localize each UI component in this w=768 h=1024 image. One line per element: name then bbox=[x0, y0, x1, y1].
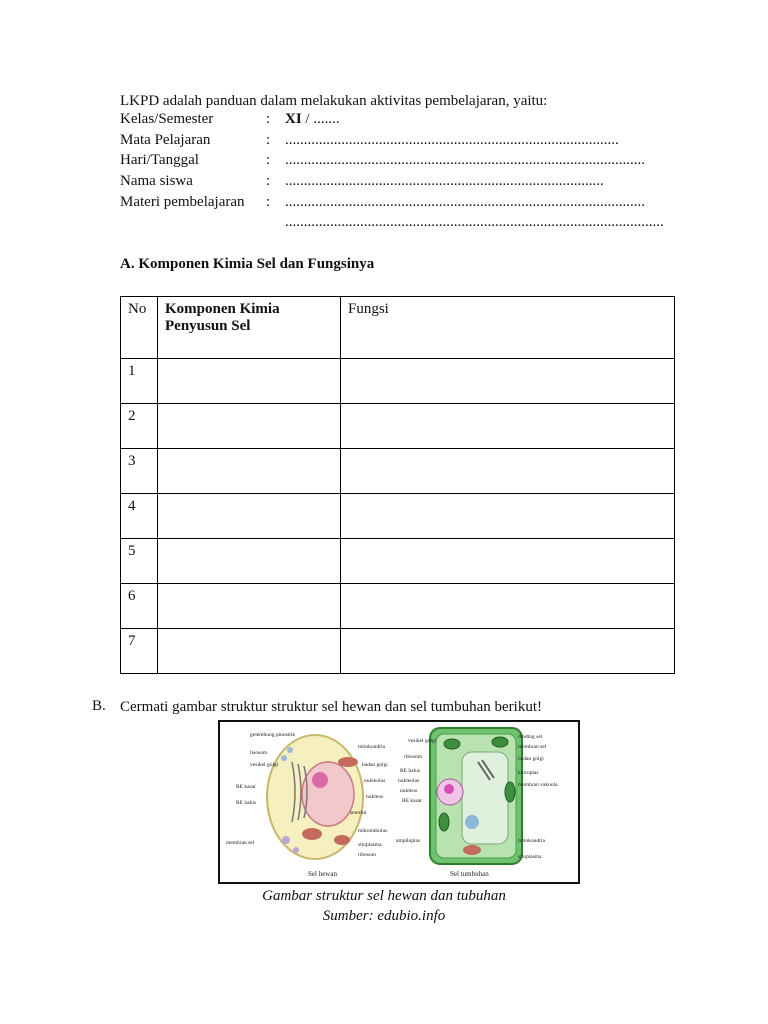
table-row bbox=[121, 584, 675, 629]
animal-label: sitoplasma bbox=[358, 842, 382, 848]
table-row bbox=[121, 539, 675, 584]
fungsi-cell[interactable] bbox=[341, 449, 675, 494]
field-kelas-semester bbox=[0, 111, 768, 131]
cell-structure-figure bbox=[218, 720, 580, 884]
komponen-table bbox=[120, 296, 675, 674]
animal-label: lisosom bbox=[250, 750, 268, 756]
mitochondria-shape bbox=[334, 835, 350, 845]
field-colon: : bbox=[266, 111, 271, 127]
plant-label: nukleus bbox=[400, 788, 418, 794]
nucleus-shape bbox=[302, 762, 354, 826]
fungsi-cell[interactable] bbox=[341, 359, 675, 404]
field-colon: : bbox=[266, 194, 271, 210]
komponen-cell[interactable] bbox=[158, 584, 341, 629]
field-colon: : bbox=[266, 152, 271, 168]
animal-label: badan golgi bbox=[362, 762, 388, 768]
animal-label: RE halus bbox=[236, 800, 257, 806]
field-hari-tanggal bbox=[0, 152, 768, 172]
row-number: 1 bbox=[121, 359, 158, 404]
cell-diagram bbox=[220, 722, 578, 882]
row-number: 7 bbox=[121, 629, 158, 674]
animal-label: vesikel golgi bbox=[250, 762, 279, 768]
header-komponen: Komponen Kimia Penyusun Sel bbox=[158, 297, 341, 359]
field-colon: : bbox=[266, 173, 271, 189]
header-fungsi: Fungsi bbox=[341, 297, 675, 359]
field-value[interactable]: ................................................................................................ bbox=[285, 194, 645, 210]
row-number: 2 bbox=[121, 404, 158, 449]
materi-extra-line[interactable]: ..................................................................................................... bbox=[285, 214, 664, 230]
komponen-cell[interactable] bbox=[158, 539, 341, 584]
section-a-title: A. Komponen Kimia Sel dan Fungsinya bbox=[120, 256, 375, 272]
field-value[interactable]: ................................................................................................ bbox=[285, 152, 645, 168]
plant-label: vesikel golgi bbox=[408, 738, 437, 744]
section-b-letter: B. bbox=[92, 698, 106, 714]
plant-label: RE kasar bbox=[402, 798, 423, 804]
animal-label: nukleolus bbox=[364, 778, 386, 784]
field-nama-siswa bbox=[0, 173, 768, 193]
plant-label: nukleolus bbox=[398, 778, 420, 784]
plant-label: kloroplas bbox=[518, 770, 539, 776]
fungsi-cell[interactable] bbox=[341, 539, 675, 584]
komponen-cell[interactable] bbox=[158, 629, 341, 674]
plant-label: ribosom bbox=[404, 754, 423, 760]
figure-source: Sumber: edubio.info bbox=[322, 908, 446, 924]
animal-cell-title: Sel hewan bbox=[308, 870, 337, 878]
field-label: Nama siswa bbox=[120, 173, 193, 189]
plant-cell-title: Sel tumbuhan bbox=[450, 870, 489, 878]
field-materi bbox=[0, 194, 768, 214]
fungsi-cell[interactable] bbox=[341, 494, 675, 539]
animal-label: sentriol bbox=[350, 810, 367, 816]
class-value: XI bbox=[285, 111, 302, 127]
animal-label: nukleus bbox=[366, 794, 384, 800]
table-row bbox=[121, 629, 675, 674]
row-number: 3 bbox=[121, 449, 158, 494]
plant-cell bbox=[430, 728, 522, 864]
animal-label: RE kasar bbox=[236, 784, 257, 790]
row-number: 4 bbox=[121, 494, 158, 539]
field-mata-pelajaran bbox=[0, 132, 768, 152]
mitochondria-shape bbox=[338, 757, 358, 767]
komponen-cell[interactable] bbox=[158, 449, 341, 494]
section-b-instruction: Cermati gambar struktur struktur sel hewan dan sel tumbuhan berikut! bbox=[120, 699, 542, 715]
animal-label: mitokondria bbox=[358, 744, 385, 750]
plant-label: membran sel bbox=[518, 744, 547, 750]
field-colon: : bbox=[266, 132, 271, 148]
animal-label: mikrotubulus bbox=[358, 828, 388, 834]
plant-label: mitokondria bbox=[518, 838, 545, 844]
fungsi-cell[interactable] bbox=[341, 404, 675, 449]
fungsi-cell[interactable] bbox=[341, 584, 675, 629]
plant-label: RE halus bbox=[400, 768, 421, 774]
komponen-cell[interactable] bbox=[158, 494, 341, 539]
animal-label: gelembung pinositik bbox=[250, 732, 296, 738]
table-row bbox=[121, 449, 675, 494]
field-value[interactable]: XI / ....... bbox=[285, 111, 340, 127]
table-row bbox=[121, 494, 675, 539]
animal-label: ribosom bbox=[358, 852, 377, 858]
field-label: Kelas/Semester bbox=[120, 111, 214, 127]
row-number: 6 bbox=[121, 584, 158, 629]
figure-caption: Gambar struktur sel hewan dan tubuhan bbox=[262, 888, 506, 904]
field-label: Mata Pelajaran bbox=[120, 132, 211, 148]
field-value[interactable]: ......................................................................................... bbox=[285, 132, 619, 148]
komponen-cell[interactable] bbox=[158, 359, 341, 404]
plant-label: dinding sel bbox=[518, 734, 543, 740]
table-row bbox=[121, 359, 675, 404]
field-value[interactable]: ..................................................................................... bbox=[285, 173, 604, 189]
komponen-cell[interactable] bbox=[158, 404, 341, 449]
field-label: Hari/Tanggal bbox=[120, 152, 199, 168]
plant-label: badan golgi bbox=[518, 756, 544, 762]
animal-cell bbox=[267, 735, 363, 859]
fungsi-cell[interactable] bbox=[341, 629, 675, 674]
mitochondria-shape bbox=[302, 828, 322, 840]
row-number: 5 bbox=[121, 539, 158, 584]
nucleolus-shape bbox=[312, 772, 328, 788]
header-no: No bbox=[121, 297, 158, 359]
table-header-row bbox=[121, 297, 675, 359]
field-label: Materi pembelajaran bbox=[120, 194, 245, 210]
table-row bbox=[121, 404, 675, 449]
plant-label: sitoplasma bbox=[518, 854, 542, 860]
intro-text: LKPD adalah panduan dalam melakukan aktivitas pembelajaran, yaitu: bbox=[120, 93, 548, 109]
plant-label: ampiloplas bbox=[396, 838, 421, 844]
plant-label: membran vakuola bbox=[518, 782, 558, 788]
animal-label: membran sel bbox=[226, 840, 255, 846]
